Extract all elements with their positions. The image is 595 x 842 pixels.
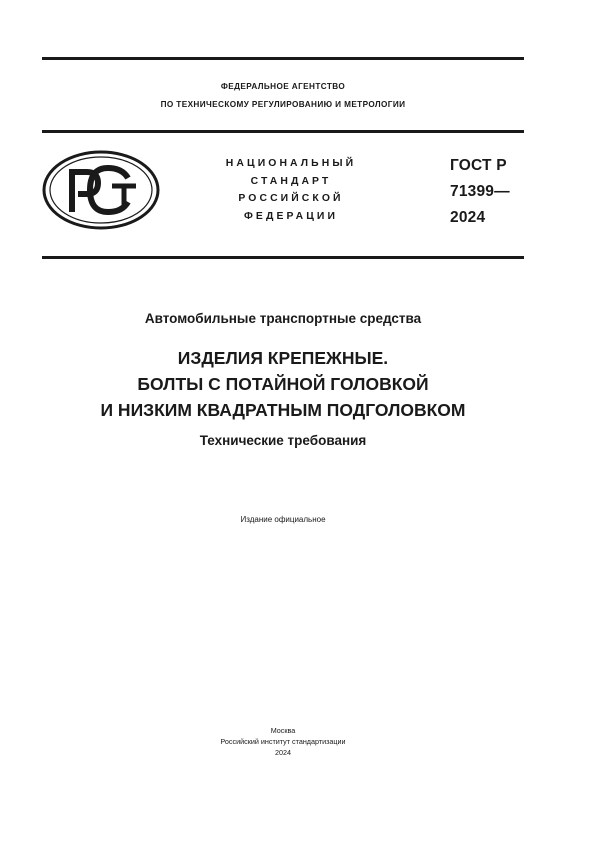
imprint-publisher: Российский институт стандартизации bbox=[220, 737, 346, 746]
standard-name bbox=[210, 155, 372, 225]
standard-name-line: СТАНДАРТ bbox=[250, 175, 332, 187]
imprint-city: Москва bbox=[270, 726, 296, 735]
standard-name-line: НАЦИОНАЛЬНЫЙ bbox=[225, 158, 357, 169]
designation-line: 2024 bbox=[450, 209, 486, 226]
designation-line: ГОСТ Р bbox=[450, 157, 507, 174]
imprint bbox=[42, 725, 524, 758]
document-subject: Автомобильные транспортные средства bbox=[144, 311, 422, 326]
agency-line-1: ФЕДЕРАЛЬНОЕ АГЕНТСТВО bbox=[220, 82, 346, 91]
imprint-year: 2024 bbox=[275, 748, 291, 757]
title-line: И НИЗКИМ КВАДРАТНЫМ ПОДГОЛОВКОМ bbox=[100, 400, 466, 420]
header-bottom-rule bbox=[42, 256, 524, 259]
rst-emblem-icon bbox=[42, 150, 160, 230]
top-rule bbox=[42, 57, 524, 60]
document-title bbox=[42, 345, 524, 423]
standard-name-line: ФЕДЕРАЦИИ bbox=[243, 210, 339, 222]
standard-designation bbox=[450, 153, 510, 231]
designation-line: 71399— bbox=[450, 183, 510, 200]
standard-name-line: РОССИЙСКОЙ bbox=[238, 193, 344, 204]
agency-line-2: ПО ТЕХНИЧЕСКОМУ РЕГУЛИРОВАНИЮ И МЕТРОЛОГИИ bbox=[160, 100, 406, 109]
document-requirements: Технические требования bbox=[199, 433, 367, 448]
edition-note: Издание официальное bbox=[240, 515, 326, 524]
header-rule bbox=[42, 130, 524, 133]
title-line: ИЗДЕЛИЯ КРЕПЕЖНЫЕ. bbox=[177, 348, 389, 368]
title-line: БОЛТЫ С ПОТАЙНОЙ ГОЛОВКОЙ bbox=[137, 374, 429, 394]
